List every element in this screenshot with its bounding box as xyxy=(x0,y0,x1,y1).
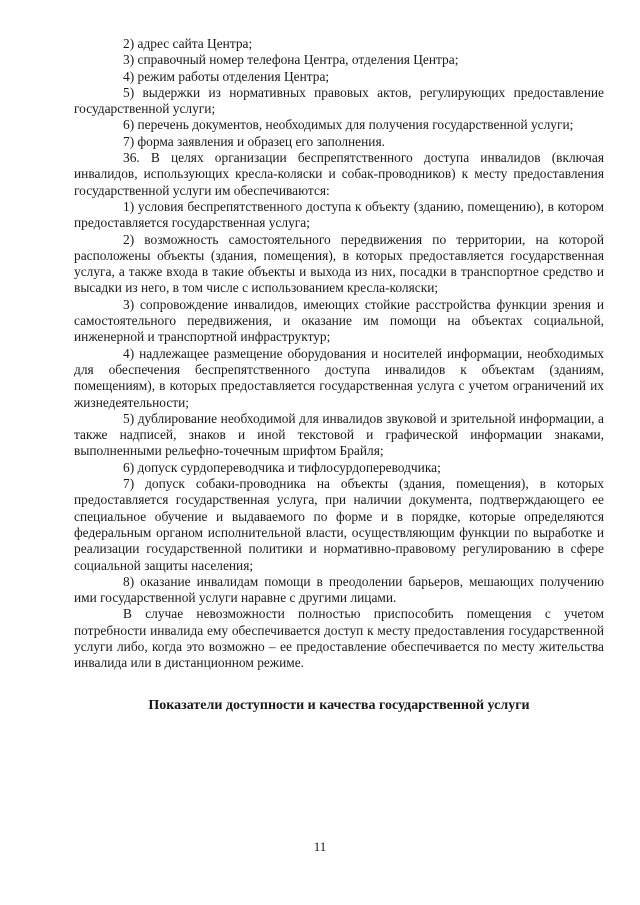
accessibility-item-4: 4) надлежащее размещение оборудования и носителей информации, необходимых для обеспечения беспрепятственного доступа инвалидов к объектам (зданиям, помещениям), в которых предоставляется государственная услуга с учетом ограничений их жизнедеятельности; xyxy=(74,345,604,410)
list-item-phone: 3) справочный номер телефона Центра, отделения Центра; xyxy=(123,52,459,68)
accessibility-item-3: 3) сопровождение инвалидов, имеющих стойкие расстройства функции зрения и самостоятельного передвижения, и оказание им помощи на объектах социальной, инженерной и транспортной инфраструктур; xyxy=(74,296,604,345)
list-item-legal-extracts: 5) выдержки из нормативных правовых актов, регулирующих предоставление государственной услуги; xyxy=(74,84,604,117)
accessibility-item-2: 2) возможность самостоятельного передвижения по территории, на которой расположены объекты (здания, помещения), в которых предоставляется государственная услуга, а также входа в такие объекты и выхода из них, посадки в транспортное средство и высадки из него, в том числе с использованием кресла-коляски; xyxy=(74,231,604,296)
list-item-schedule: 4) режим работы отделения Центра; xyxy=(123,68,330,84)
accessibility-item-6: 6) допуск сурдопереводчика и тифлосурдопереводчика; xyxy=(123,459,441,475)
list-item-application-form: 7) форма заявления и образец его заполнения. xyxy=(123,133,385,149)
clause-36: 36. В целях организации беспрепятственного доступа инвалидов (включая инвалидов, использующих кресла-коляски и собак-проводников) к месту предоставления государственной услуги им обеспечиваются: xyxy=(74,150,604,198)
accessibility-item-7: 7) допуск собаки-проводника на объекты (здания, помещения), в которых предоставляется государственная услуга, при наличии документа, подтверждающего ее специальное обучение и выдаваемого по форме и в порядке, которые определяются федеральным органом исполнительной власти, осуществляющим функции по выработке и реализации государственной политики и нормативно-правовому регулированию в сфере социальной защиты населения; xyxy=(74,476,604,573)
accessibility-item-8: 8) оказание инвалидам помощи в преодолении барьеров, мешающих получению ими государственной услуги наравне с другими лицами. xyxy=(74,573,604,606)
section-heading: Показатели доступности и качества государственной услуги xyxy=(148,697,530,713)
closing-paragraph: В случае невозможности полностью приспособить помещения с учетом потребности инвалида ему обеспечивается доступ к месту предоставления государственной услуги либо, когда это возможно – ее предоставление обеспечивается по месту жительства инвалида или в дистанционном режиме. xyxy=(74,606,604,671)
list-item-documents: 6) перечень документов, необходимых для получения государственной услуги; xyxy=(123,117,574,133)
list-item-website: 2) адрес сайта Центра; xyxy=(123,36,253,51)
page-number: 11 xyxy=(313,839,327,854)
accessibility-item-1: 1) условия беспрепятственного доступа к объекту (зданию, помещению), в котором предоставляется государственная услуга; xyxy=(74,198,604,231)
document-body xyxy=(74,36,604,672)
accessibility-item-5: 5) дублирование необходимой для инвалидов звуковой и зрительной информации, а также надписей, знаков и иной текстовой и графической информации знаками, выполненными рельефно-точечным шрифтом Брайля; xyxy=(74,410,604,459)
